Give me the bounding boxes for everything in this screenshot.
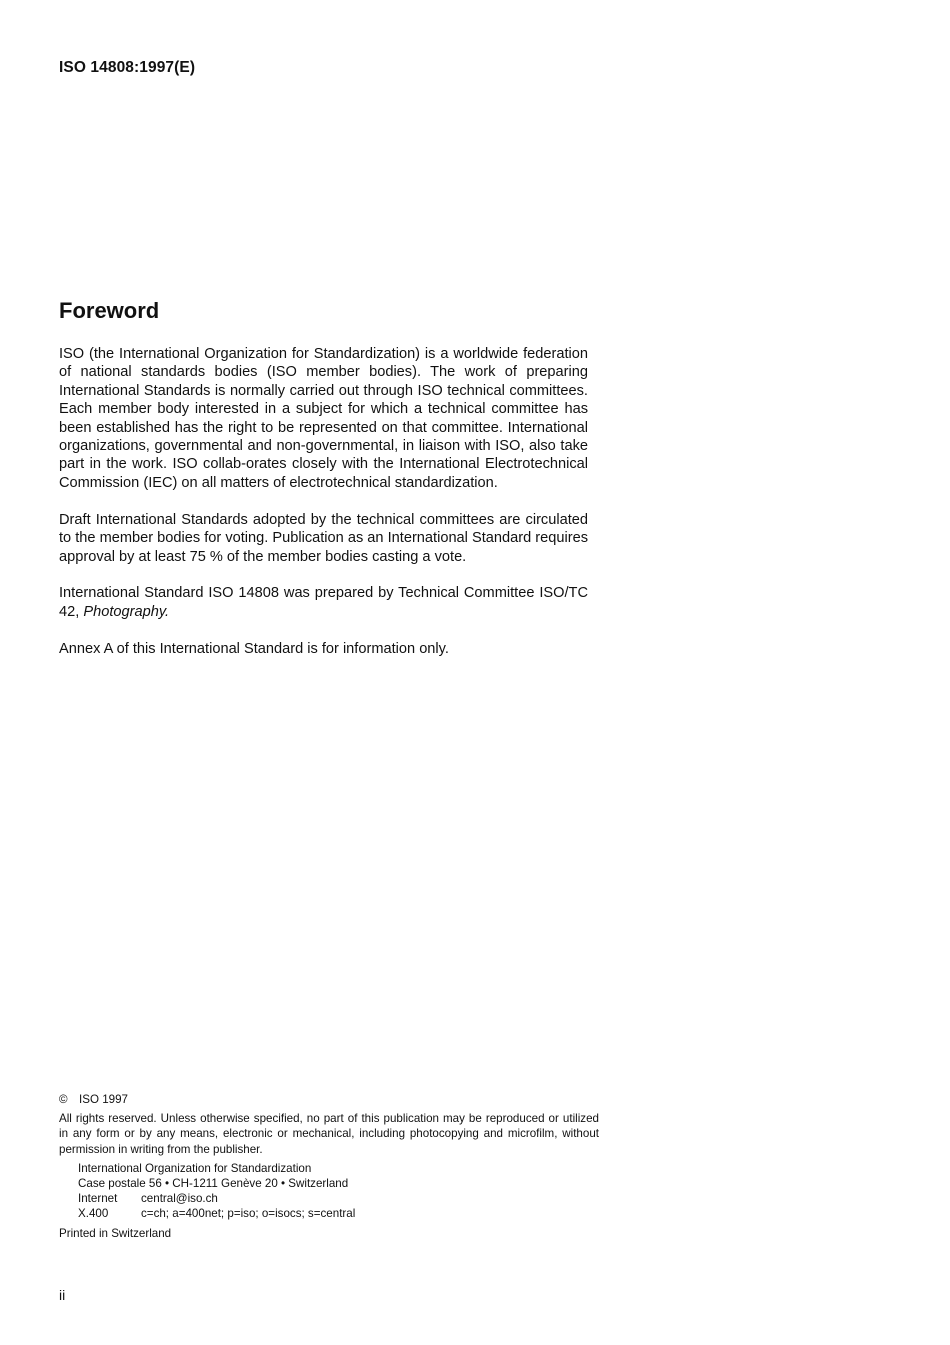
- copyright-icon: ©: [59, 1093, 68, 1106]
- printed-location: Printed in Switzerland: [59, 1226, 172, 1240]
- foreword-paragraph-3: [59, 584, 588, 621]
- document-identifier: ISO 14808:1997(E): [59, 59, 196, 76]
- x400-row: [78, 1206, 599, 1221]
- internet-email: central@iso.ch: [141, 1192, 218, 1206]
- publisher-address: [78, 1161, 599, 1222]
- foreword-paragraph-4: Annex A of this International Standard is for information only.: [59, 640, 449, 657]
- paragraph-3-text: International Standard ISO 14808 was prepared by Technical Committee ISO/TC 42,: [59, 585, 588, 620]
- copyright-line: [59, 1092, 599, 1107]
- publisher-name: International Organization for Standardization: [78, 1161, 312, 1175]
- foreword-paragraph-1: ISO (the International Organization for Standardization) is a worldwide federation of national standards bodies (ISO member bodies). The work of preparing International Standards is normally carried out through ISO technical committees. Each member body interested in a subject for which a technical committee has been established has the right to be represented on that committee. International organizations, governmental and non-governmental, in liaison with ISO, also take part in the work. ISO collab-orates closely with the International Electrotechnical Commission (IEC) on all matters of electrotechnical standardization.: [59, 346, 588, 491]
- foreword-heading: Foreword: [59, 298, 160, 323]
- page-number: ii: [59, 1287, 66, 1303]
- copyright-year: ISO 1997: [79, 1093, 128, 1106]
- x400-label: X.400: [78, 1207, 109, 1221]
- internet-label: Internet: [78, 1192, 118, 1206]
- internet-row: [78, 1191, 599, 1206]
- x400-address: c=ch; a=400net; p=iso; o=isocs; s=central: [141, 1207, 356, 1221]
- copyright-block: [59, 1092, 599, 1241]
- postal-address: Case postale 56 • CH-1211 Genève 20 • Switzerland: [78, 1177, 349, 1191]
- rights-statement: All rights reserved. Unless otherwise specified, no part of this publication may be reproduced or utilized in any form or by any means, electronic or mechanical, including photocopying and microfilm, without permission in writing from the publisher.: [59, 1112, 599, 1156]
- committee-title: Photography.: [83, 603, 170, 620]
- foreword-paragraph-2: Draft International Standards adopted by the technical committees are circulated to the member bodies for voting. Publication as an International Standard requires approval by at least 75 % of the member bodies casting a vote.: [59, 511, 588, 565]
- foreword-body: [59, 345, 588, 677]
